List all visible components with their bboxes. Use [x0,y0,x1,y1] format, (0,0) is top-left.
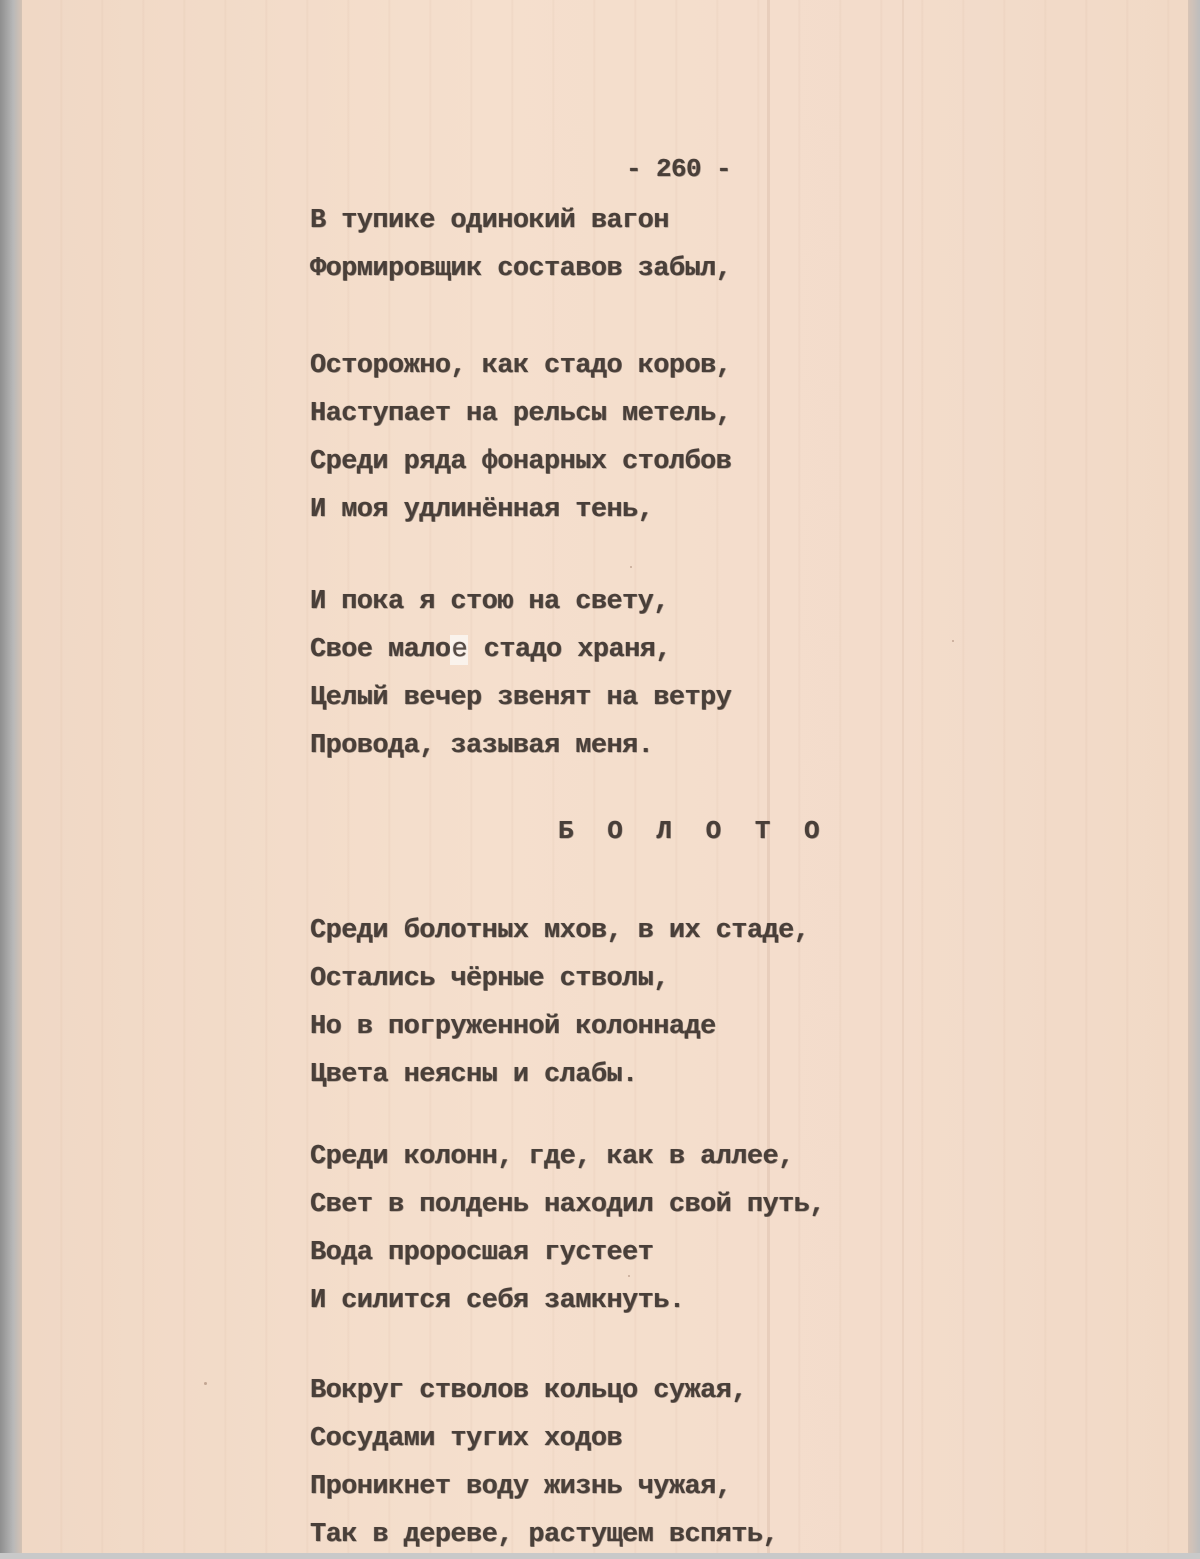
paper-speck [204,1382,207,1385]
poem-line: И силится себя замкнуть. [310,1286,685,1316]
scanner-edge-right [1188,0,1200,1553]
poem-line: Провода, зазывая меня. [310,731,654,761]
stanza-3 [310,578,731,770]
stanza-5 [310,1133,825,1325]
poem-line: Остались чёрные стволы, [310,964,669,994]
poem-line: Так в дереве, растущем вспять, [310,1520,779,1550]
poem-line: Цвета неясны и слабы. [310,1060,638,1090]
paper-speck [630,566,632,568]
paper-speck [952,640,954,642]
poem-line: И моя удлинённая тень, [310,495,654,525]
poem-line-corrected [310,626,731,674]
scanner-edge [0,0,22,1553]
corrected-line-start: Свое мало [310,635,451,665]
poem-line: Формировщик составов забыл, [310,254,732,284]
corrected-line-end: стадо храня, [468,635,671,665]
paper-speck [628,1275,630,1277]
poem-line: Наступает на рельсы метель, [310,399,732,429]
poem-line: Вода проросшая густеет [310,1238,654,1268]
stanza-1 [310,197,731,293]
poem-line: Среди болотных мхов, в их стаде, [310,916,810,946]
page-number: - 260 - [626,154,732,184]
stanza-2 [310,342,731,534]
poem-line: Среди колонн, где, как в аллее, [310,1142,794,1172]
poem-line: И пока я стою на свету, [310,587,669,617]
handwritten-correction: е [451,635,468,665]
typewritten-page [22,0,1188,1553]
poem-line: В тупике одинокий вагон [310,206,669,236]
poem-line: Вокруг стволов кольцо сужая, [310,1376,747,1406]
poem-line: Проникнет воду жизнь чужая, [310,1472,732,1502]
poem-line: Целый вечер звенят на ветру [310,683,732,713]
poem-line: Среди ряда фонарных столбов [310,447,732,477]
poem-line: Свет в полдень находил свой путь, [310,1190,825,1220]
stanza-4 [310,907,809,1099]
poem-title: Б О Л О Т О [558,816,829,846]
poem-line: Осторожно, как стадо коров, [310,351,732,381]
poem-line: Но в погруженной колоннаде [310,1012,716,1042]
poem-line: Сосудами тугих ходов [310,1424,623,1454]
stanza-6 [310,1367,778,1559]
